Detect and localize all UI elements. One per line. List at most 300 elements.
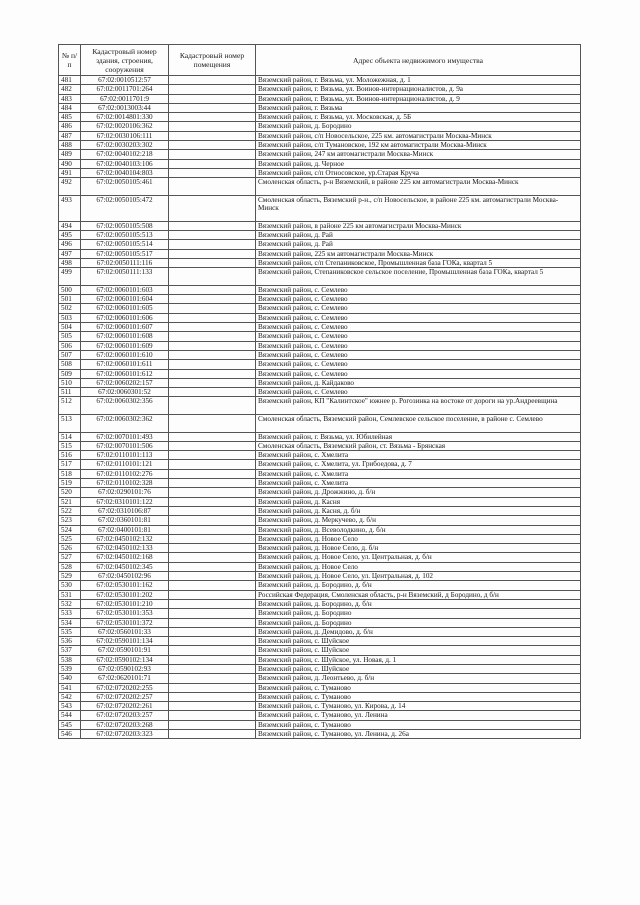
property-address: Вяземский район, с/п Новосельское, 225 км. автомагистрали Москва-Минск (256, 131, 581, 140)
cadastral-number: 67:02:0060101:603 (81, 285, 169, 294)
premises-number (169, 313, 256, 322)
cadastral-number: 67:02:0050105:461 (81, 178, 169, 196)
property-address: Вяземский район, с. Шуйское (256, 646, 581, 655)
premises-number (169, 730, 256, 739)
premises-number (169, 150, 256, 159)
property-address: Вяземский район, Степаниковское сельское поселение, Промышленная база ГОКа, квартал 5 (256, 268, 581, 286)
table-row (59, 432, 581, 441)
premises-number (169, 414, 256, 432)
premises-number (169, 720, 256, 729)
premises-number (169, 141, 256, 150)
premises-number (169, 378, 256, 387)
table-row (59, 534, 581, 543)
property-address: Вяземский район, д. Новое Село, д. б/н (256, 544, 581, 553)
premises-number (169, 460, 256, 469)
premises-number (169, 285, 256, 294)
premises-number (169, 122, 256, 131)
table-row (59, 285, 581, 294)
row-number: 514 (59, 432, 81, 441)
row-number: 545 (59, 720, 81, 729)
table-row (59, 195, 581, 221)
premises-number (169, 506, 256, 515)
row-number: 533 (59, 609, 81, 618)
table-row (59, 369, 581, 378)
cadastral-number: 67:02:0450102:168 (81, 553, 169, 562)
row-number: 495 (59, 231, 81, 240)
row-number: 487 (59, 131, 81, 140)
row-number: 519 (59, 479, 81, 488)
row-number: 512 (59, 397, 81, 415)
cadastral-number: 67:02:0050105:472 (81, 195, 169, 221)
row-number: 536 (59, 637, 81, 646)
property-address: Вяземский район, с. Туманово (256, 692, 581, 701)
table-row (59, 94, 581, 103)
table-row (59, 655, 581, 664)
table-row (59, 268, 581, 286)
premises-number (169, 544, 256, 553)
row-number: 506 (59, 341, 81, 350)
table-row (59, 609, 581, 618)
property-address: Вяземский район, г. Вязьма, ул. Воинов-интернационалистов, д. 9а (256, 85, 581, 94)
header-number: № п/п (59, 45, 81, 76)
property-address: Вяземский район, д. Бородино (256, 618, 581, 627)
cadastral-number: 67:02:0720202:261 (81, 702, 169, 711)
table-row (59, 360, 581, 369)
cadastral-number: 67:02:0060202:157 (81, 378, 169, 387)
cadastral-number: 67:02:0020106:362 (81, 122, 169, 131)
property-address: Вяземский район, д. Леонтьево, д. б/н (256, 674, 581, 683)
cadastral-number: 67:02:0400101:81 (81, 525, 169, 534)
property-address: Вяземский район, д. Рай (256, 231, 581, 240)
premises-number (169, 441, 256, 450)
table-row (59, 516, 581, 525)
premises-number (169, 369, 256, 378)
cadastral-number: 67:02:0450102:345 (81, 562, 169, 571)
property-address: Вяземский район, с. Семлево (256, 341, 581, 350)
premises-number (169, 627, 256, 636)
property-address: Вяземский район, с. Семлево (256, 350, 581, 359)
table-row (59, 506, 581, 515)
table-row (59, 323, 581, 332)
table-row (59, 562, 581, 571)
table-row (59, 441, 581, 450)
cadastral-number: 67:02:0530101:210 (81, 599, 169, 608)
cadastral-number: 67:02:0011701:264 (81, 85, 169, 94)
row-number: 529 (59, 572, 81, 581)
cadastral-number: 67:02:0110101:121 (81, 460, 169, 469)
row-number: 531 (59, 590, 81, 599)
premises-number (169, 497, 256, 506)
table-row (59, 141, 581, 150)
property-address: Вяземский район, с/п Тумановское, 192 км автомагистрали Москва-Минск (256, 141, 581, 150)
row-number: 507 (59, 350, 81, 359)
property-address: Вяземский район, с. Шуйское, ул. Новая, д. 1 (256, 655, 581, 664)
cadastral-number: 67:02:0530101:202 (81, 590, 169, 599)
premises-number (169, 304, 256, 313)
cadastral-number: 67:02:0590101:91 (81, 646, 169, 655)
cadastral-number: 67:02:0060101:604 (81, 295, 169, 304)
premises-number (169, 702, 256, 711)
table-row (59, 159, 581, 168)
property-address: Вяземский район, с/п Относовское, ур.Старая Круча (256, 168, 581, 177)
premises-number (169, 674, 256, 683)
cadastral-number: 67:02:0070101:493 (81, 432, 169, 441)
cadastral-number: 67:02:0050105:517 (81, 249, 169, 258)
property-address: Вяземский район, д. Дрожжино, д. б/н (256, 488, 581, 497)
premises-number (169, 655, 256, 664)
row-number: 511 (59, 388, 81, 397)
table-row (59, 231, 581, 240)
row-number: 522 (59, 506, 81, 515)
premises-number (169, 268, 256, 286)
table-row (59, 637, 581, 646)
table-row (59, 313, 581, 322)
table-row (59, 295, 581, 304)
row-number: 544 (59, 711, 81, 720)
property-address: Вяземский район, д. Касня (256, 497, 581, 506)
row-number: 498 (59, 258, 81, 267)
property-address: Смоленская область, Вяземский р-н., с/п Новосельское, в районе 225 км. автомагистрали Москва-Минск (256, 195, 581, 221)
row-number: 510 (59, 378, 81, 387)
header-cadastral-building: Кадастровый номер здания, строения, сооружения (81, 45, 169, 76)
property-address: Вяземский район, с. Семлево (256, 304, 581, 313)
row-number: 500 (59, 285, 81, 294)
property-address: Вяземский район, в районе 225 км автомагистрали Москва-Минск (256, 221, 581, 230)
table-row (59, 488, 581, 497)
row-number: 517 (59, 460, 81, 469)
premises-number (169, 131, 256, 140)
row-number: 490 (59, 159, 81, 168)
property-address: Российская Федерация, Смоленская область, р-н Вяземский, д Бородино, д б/н (256, 590, 581, 599)
row-number: 525 (59, 534, 81, 543)
premises-number (169, 618, 256, 627)
table-row (59, 674, 581, 683)
property-address: Вяземский район, 225 км автомагистрали Москва-Минск (256, 249, 581, 258)
premises-number (169, 488, 256, 497)
cadastral-number: 67:02:0560101:33 (81, 627, 169, 636)
property-address: Вяземский район, г. Вязьма, ул. Воинов-интернационалистов, д. 9 (256, 94, 581, 103)
cadastral-number: 67:02:0450102:132 (81, 534, 169, 543)
cadastral-number: 67:02:0310101:122 (81, 497, 169, 506)
property-address: Вяземский район, д. Меркучево, д. б/н (256, 516, 581, 525)
premises-number (169, 159, 256, 168)
row-number: 518 (59, 469, 81, 478)
cadastral-number: 67:02:0720203:323 (81, 730, 169, 739)
row-number: 542 (59, 692, 81, 701)
row-number: 513 (59, 414, 81, 432)
table-row (59, 332, 581, 341)
row-number: 530 (59, 581, 81, 590)
row-number: 541 (59, 683, 81, 692)
premises-number (169, 692, 256, 701)
row-number: 515 (59, 441, 81, 450)
premises-number (169, 221, 256, 230)
property-address: Смоленская область, Вяземский район, Семлевское сельское поселение, в районе с. Семлево (256, 414, 581, 432)
property-address: Вяземский район, с. Семлево (256, 388, 581, 397)
property-address: Вяземский район, г. Вязьма, ул. Московская, д. 5Б (256, 113, 581, 122)
property-address: Вяземский район, д. Бородино (256, 609, 581, 618)
cadastral-number: 67:02:0290101:76 (81, 488, 169, 497)
table-row (59, 730, 581, 739)
cadastral-number: 67:02:0110101:113 (81, 451, 169, 460)
property-address: Вяземский район, д. Касня, д. б/н (256, 506, 581, 515)
property-address: Вяземский район, с. Шуйское (256, 665, 581, 674)
row-number: 503 (59, 313, 81, 322)
premises-number (169, 469, 256, 478)
cadastral-number: 67:02:0030106:111 (81, 131, 169, 140)
row-number: 539 (59, 665, 81, 674)
property-address: Вяземский район, г. Вязьма, ул. Моложежная, д. 1 (256, 76, 581, 85)
row-number: 543 (59, 702, 81, 711)
row-number: 540 (59, 674, 81, 683)
cadastral-number: 67:02:0620101:71 (81, 674, 169, 683)
cadastral-number: 67:02:0360101:81 (81, 516, 169, 525)
table-row (59, 76, 581, 85)
premises-number (169, 168, 256, 177)
property-address: Вяземский район, с. Хмелита, ул. Грибоедова, д. 7 (256, 460, 581, 469)
table-row (59, 258, 581, 267)
table-row (59, 221, 581, 230)
cadastral-number: 67:02:0050105:513 (81, 231, 169, 240)
table-row (59, 103, 581, 112)
premises-number (169, 341, 256, 350)
premises-number (169, 388, 256, 397)
cadastral-number: 67:02:0014801:330 (81, 113, 169, 122)
row-number: 538 (59, 655, 81, 664)
row-number: 508 (59, 360, 81, 369)
table-row (59, 113, 581, 122)
premises-number (169, 350, 256, 359)
cadastral-number: 67:02:0011701:9 (81, 94, 169, 103)
cadastral-number: 67:02:0720202:255 (81, 683, 169, 692)
premises-number (169, 637, 256, 646)
premises-number (169, 479, 256, 488)
table-row (59, 590, 581, 599)
property-address: Вяземский район, д. Рай (256, 240, 581, 249)
premises-number (169, 525, 256, 534)
row-number: 492 (59, 178, 81, 196)
row-number: 546 (59, 730, 81, 739)
row-number: 485 (59, 113, 81, 122)
cadastral-number: 67:02:0010512:57 (81, 76, 169, 85)
property-address: Вяземский район, с. Семлево (256, 369, 581, 378)
premises-number (169, 103, 256, 112)
property-address: Вяземский район, д. Новое Село (256, 534, 581, 543)
table-row (59, 683, 581, 692)
table-row (59, 451, 581, 460)
cadastral-number: 67:02:0070101:506 (81, 441, 169, 450)
row-number: 537 (59, 646, 81, 655)
cadastral-number: 67:02:0590101:134 (81, 637, 169, 646)
property-address: Вяземский район, с. Туманово (256, 683, 581, 692)
row-number: 489 (59, 150, 81, 159)
table-row (59, 553, 581, 562)
row-number: 505 (59, 332, 81, 341)
table-body (59, 76, 581, 739)
premises-number (169, 85, 256, 94)
cadastral-number: 67:02:0050111:133 (81, 268, 169, 286)
table-row (59, 304, 581, 313)
table-row (59, 646, 581, 655)
premises-number (169, 562, 256, 571)
premises-number (169, 646, 256, 655)
premises-number (169, 113, 256, 122)
row-number: 493 (59, 195, 81, 221)
property-address: Вяземский район, д. Бородино (256, 122, 581, 131)
cadastral-number: 67:02:0590102:93 (81, 665, 169, 674)
property-address: Вяземский район, д. Кайдаково (256, 378, 581, 387)
property-address: Вяземский район, с. Семлево (256, 313, 581, 322)
property-address: Вяземский район, с. Туманово, ул. Ленина (256, 711, 581, 720)
property-address: Вяземский район, с. Хмелита (256, 479, 581, 488)
row-number: 481 (59, 76, 81, 85)
table-row (59, 469, 581, 478)
premises-number (169, 553, 256, 562)
table-header (59, 45, 581, 76)
cadastral-number: 67:02:0050105:514 (81, 240, 169, 249)
table-row (59, 178, 581, 196)
table-row (59, 692, 581, 701)
premises-number (169, 451, 256, 460)
row-number: 486 (59, 122, 81, 131)
property-address: Вяземский район, д. Бородино, д. б/н (256, 599, 581, 608)
row-number: 521 (59, 497, 81, 506)
row-number: 532 (59, 599, 81, 608)
premises-number (169, 665, 256, 674)
premises-number (169, 249, 256, 258)
row-number: 502 (59, 304, 81, 313)
cadastral-number: 67:02:0030203:302 (81, 141, 169, 150)
table-row (59, 702, 581, 711)
cadastral-number: 67:02:0060301:52 (81, 388, 169, 397)
property-address: Вяземский район, д. Новое Село, ул. Центральная, д. б/н (256, 553, 581, 562)
cadastral-number: 67:02:0060101:610 (81, 350, 169, 359)
table-row (59, 599, 581, 608)
table-row (59, 122, 581, 131)
table-row (59, 388, 581, 397)
cadastral-number: 67:02:0060101:612 (81, 369, 169, 378)
premises-number (169, 178, 256, 196)
table-row (59, 618, 581, 627)
cadastral-number: 67:02:0060101:607 (81, 323, 169, 332)
table-row (59, 720, 581, 729)
property-address: Вяземский район, д. Демидово, д. б/н (256, 627, 581, 636)
property-address: Вяземский район, с. Семлево (256, 323, 581, 332)
cadastral-number: 67:02:0040103:106 (81, 159, 169, 168)
premises-number (169, 94, 256, 103)
row-number: 499 (59, 268, 81, 286)
cadastral-number: 67:02:0720203:268 (81, 720, 169, 729)
table-row (59, 665, 581, 674)
cadastral-number: 67:02:0530101:162 (81, 581, 169, 590)
property-address: Вяземский район, 247 км автомагистрали Москва-Минск (256, 150, 581, 159)
cadastral-number: 67:02:0450102:133 (81, 544, 169, 553)
premises-number (169, 258, 256, 267)
row-number: 497 (59, 249, 81, 258)
cadastral-number: 67:02:0530101:353 (81, 609, 169, 618)
premises-number (169, 195, 256, 221)
property-address: Вяземский район, с/п Степаниковское, Промышленная база ГОКа, квартал 5 (256, 258, 581, 267)
table-row (59, 544, 581, 553)
row-number: 496 (59, 240, 81, 249)
table-row (59, 150, 581, 159)
row-number: 501 (59, 295, 81, 304)
cadastral-number: 67:02:0060302:362 (81, 414, 169, 432)
row-number: 491 (59, 168, 81, 177)
property-address: Вяземский район, с. Семлево (256, 285, 581, 294)
table-row (59, 249, 581, 258)
table-row (59, 350, 581, 359)
premises-number (169, 76, 256, 85)
table-row (59, 397, 581, 415)
property-address: Вяземский район, д. Черное (256, 159, 581, 168)
premises-number (169, 240, 256, 249)
property-register-table (58, 44, 581, 739)
property-address: Вяземский район, с. Шуйское (256, 637, 581, 646)
table-row (59, 378, 581, 387)
row-number: 534 (59, 618, 81, 627)
cadastral-number: 67:02:0060101:611 (81, 360, 169, 369)
property-address: Вяземский район, г. Вязьма, ул. Юбилейная (256, 432, 581, 441)
premises-number (169, 683, 256, 692)
premises-number (169, 332, 256, 341)
table-row (59, 711, 581, 720)
property-address: Вяземский район, КП "Калинтское" южнее р. Рогозинка на востоке от дороги на ур.Андреевщина (256, 397, 581, 415)
property-address: Вяземский район, с. Хмелита (256, 451, 581, 460)
row-number: 526 (59, 544, 81, 553)
header-cadastral-premises: Кадастровый номер помещения (169, 45, 256, 76)
row-number: 494 (59, 221, 81, 230)
cadastral-number: 67:02:0040104:803 (81, 168, 169, 177)
table-row (59, 581, 581, 590)
cadastral-number: 67:02:0110102:328 (81, 479, 169, 488)
cadastral-number: 67:02:0060101:608 (81, 332, 169, 341)
premises-number (169, 516, 256, 525)
table-row (59, 525, 581, 534)
cadastral-number: 67:02:0040102:218 (81, 150, 169, 159)
cadastral-number: 67:02:0060302:356 (81, 397, 169, 415)
cadastral-number: 67:02:0530101:372 (81, 618, 169, 627)
row-number: 524 (59, 525, 81, 534)
header-address: Адрес объекта недвижимого имущества (256, 45, 581, 76)
row-number: 484 (59, 103, 81, 112)
table-row (59, 479, 581, 488)
table-row (59, 414, 581, 432)
premises-number (169, 231, 256, 240)
cadastral-number: 67:02:0060101:606 (81, 313, 169, 322)
table-row (59, 572, 581, 581)
table-row (59, 460, 581, 469)
row-number: 535 (59, 627, 81, 636)
row-number: 527 (59, 553, 81, 562)
table-row (59, 85, 581, 94)
row-number: 482 (59, 85, 81, 94)
property-address: Вяземский район, с. Семлево (256, 360, 581, 369)
table-row (59, 341, 581, 350)
cadastral-number: 67:02:0590102:134 (81, 655, 169, 664)
property-address: Вяземский район, д. Новое Село, ул. Центральная, д. 102 (256, 572, 581, 581)
row-number: 509 (59, 369, 81, 378)
row-number: 520 (59, 488, 81, 497)
premises-number (169, 397, 256, 415)
premises-number (169, 599, 256, 608)
table-row (59, 240, 581, 249)
row-number: 523 (59, 516, 81, 525)
cadastral-number: 67:02:0050111:116 (81, 258, 169, 267)
premises-number (169, 323, 256, 332)
property-address: Вяземский район, с. Туманово, ул. Ленина, д. 26а (256, 730, 581, 739)
cadastral-number: 67:02:0720202:257 (81, 692, 169, 701)
